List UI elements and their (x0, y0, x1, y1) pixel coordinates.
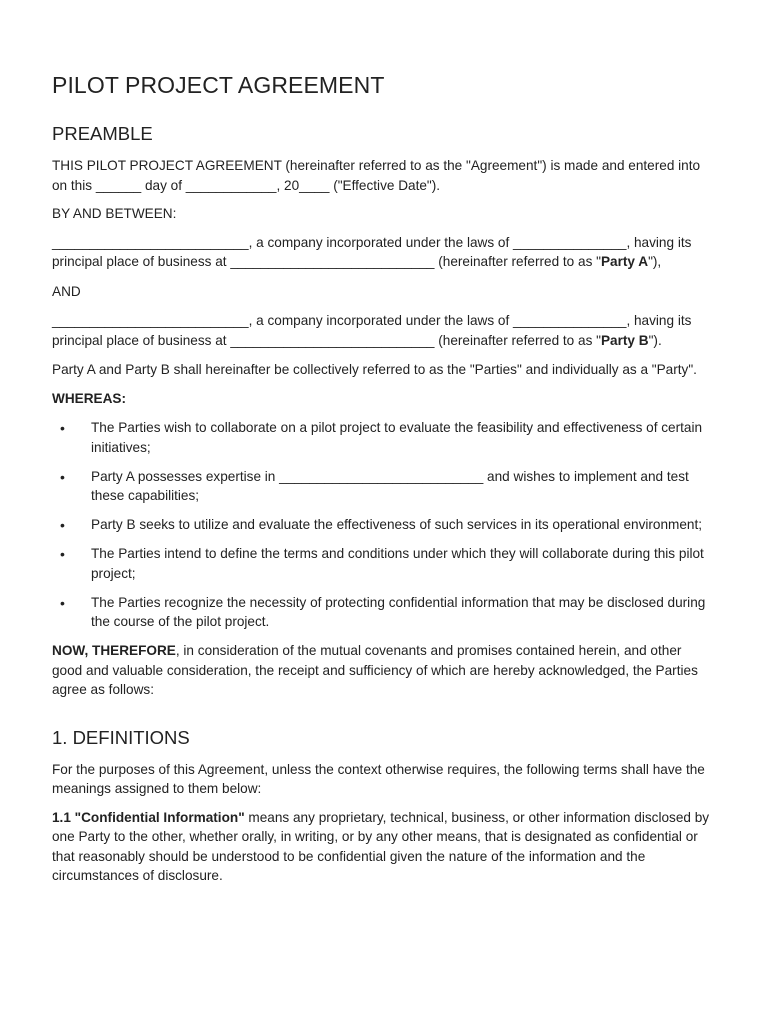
and-label: AND (52, 283, 81, 299)
whereas-item (52, 467, 712, 506)
whereas-label (52, 389, 712, 409)
bullet-icon: • (60, 468, 65, 485)
bullet-icon: • (60, 420, 65, 436)
preamble-heading: PREAMBLE (52, 123, 153, 144)
whereas-label-text: WHEREAS: (52, 390, 127, 406)
party-b-end: "). (648, 332, 662, 348)
definitions-intro: For the purposes of this Agreement, unless the context otherwise requires, the following terms shall have the meanings assigned to them below: (52, 761, 705, 797)
party-a-paragraph (52, 233, 712, 272)
by-and-between-label: BY AND BETWEEN: (52, 206, 177, 221)
party-b-name: Party B (600, 332, 649, 348)
party-b-paragraph (52, 311, 712, 350)
party-a-end: "), (648, 254, 662, 269)
now-therefore-bold: NOW, THEREFORE (52, 643, 176, 659)
definition-1-1-term: 1.1 "Confidential Information" (52, 809, 245, 825)
now-therefore-paragraph (52, 641, 712, 700)
whereas-item-text: The Parties wish to collaborate on a pilot project to evaluate the feasibility and effectiveness of certain initiatives; (91, 420, 703, 455)
bullet-icon: • (60, 546, 65, 563)
whereas-item (52, 593, 712, 632)
intro-paragraph: THIS PILOT PROJECT AGREEMENT (hereinafter referred to as the "Agreement") is made and entered into on this ______ day of ____________, 20____ ("Effective Date"). (52, 158, 701, 193)
whereas-item (52, 418, 712, 457)
document-title: PILOT PROJECT AGREEMENT (52, 72, 385, 98)
party-b-text: __________________________, a company incorporated under the laws of _______________, having its principal place of business at ___________________________ (hereinafter referred to as " (52, 313, 692, 348)
party-a-text: __________________________, a company incorporated under the laws of _______________, having its principal place of business at ___________________________ (hereinafter referred to as " (52, 234, 692, 269)
whereas-item-text: The Parties intend to define the terms and conditions under which they will collaborate during this pilot project; (91, 546, 704, 581)
definitions-heading: 1. DEFINITIONS (52, 726, 190, 748)
bullet-icon: • (60, 594, 65, 611)
whereas-item-text: Party A possesses expertise in ___________________________ and wishes to implement and test these capabilities; (91, 468, 689, 504)
bullet-icon: • (60, 517, 65, 534)
whereas-item (52, 515, 712, 535)
parties-definition-paragraph: Party A and Party B shall hereinafter be collectively referred to as the "Parties" and individually as a "Party". (52, 362, 697, 377)
definition-1-1-text: means any proprietary, technical, business, or other information disclosed by one Party to the other, whether orally, in writing, or by any other means, that is designated as confidential or that reasonably should be understood to be confidential given the nature of the information and the circumstances of disclosure. (52, 809, 710, 884)
whereas-item-text: Party B seeks to utilize and evaluate the effectiveness of such services in its operational environment; (91, 517, 703, 533)
whereas-list (52, 418, 712, 632)
whereas-item-text: The Parties recognize the necessity of protecting confidential information that may be disclosed during the course of the pilot project. (91, 594, 706, 630)
party-a-name: Party A (600, 254, 649, 269)
whereas-item (52, 544, 712, 583)
now-therefore-text: , in consideration of the mutual covenants and promises contained herein, and other good and valuable consideration, the receipt and sufficiency of which are hereby acknowledged, the Parties agree as follows: (52, 643, 698, 698)
definition-1-1 (52, 808, 712, 886)
